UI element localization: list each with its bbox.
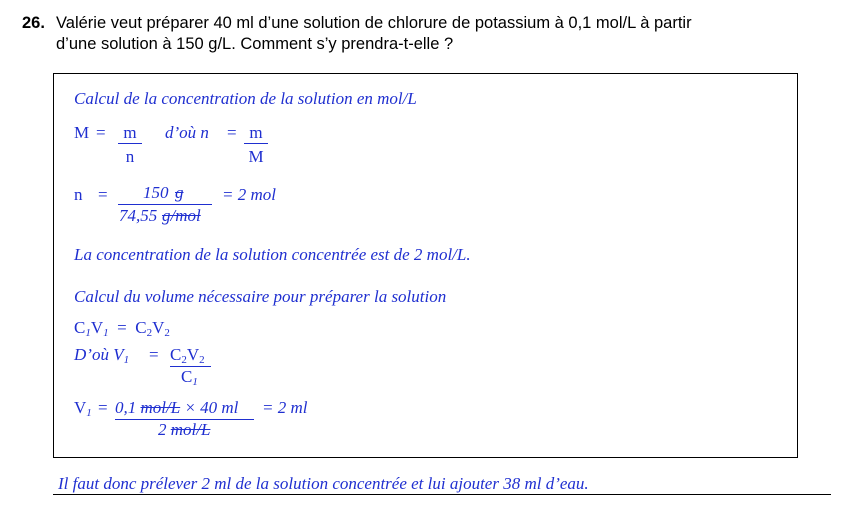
calc-v1-den-a: 2 <box>158 420 167 439</box>
formula-m-den: n <box>125 147 135 166</box>
dou-v1-num-v: V <box>186 345 200 364</box>
calc-v1-num-a: 0,1 <box>115 398 137 417</box>
dilution-c2-sub: 2 <box>146 327 153 339</box>
conclusion: Il faut donc prélever 2 ml de la solution concentrée et lui ajouter 38 ml d’eau. <box>58 474 589 493</box>
calc-n-result: = 2 mol <box>222 185 276 204</box>
dou-v1-den-c: C <box>181 367 193 386</box>
concentration-sentence: La concentration de la solution concentrée est de 2 mol/L. <box>74 245 471 264</box>
formula-dou-den: M <box>248 147 264 166</box>
dilution-eq <box>74 318 170 339</box>
dou-v1-den-sub: 1 <box>192 376 198 388</box>
dilution-v2-sub: 2 <box>164 327 170 339</box>
calc-n-bar <box>118 204 212 205</box>
formula-m-eq: = <box>96 123 106 142</box>
calc-n-eq: = <box>98 185 108 204</box>
calc-v1-eq: = <box>98 398 108 417</box>
calc-v1-result: = 2 ml <box>262 398 308 417</box>
calc-v1-lhs <box>74 398 92 419</box>
calc-n-lhs: n <box>74 185 83 204</box>
question-number: 26. <box>22 14 45 32</box>
dilution-v1: V <box>90 318 104 337</box>
calc-v1-num <box>115 398 238 418</box>
calc-v1-v: V <box>74 398 87 417</box>
calc-v1-den-unit: mol/L <box>170 420 211 439</box>
calc-n-den-unit-text: g/mol <box>162 206 201 225</box>
calc-n-num-unit: g <box>175 183 184 202</box>
answer-rule <box>53 494 831 495</box>
calc-v1-den <box>158 420 210 440</box>
dilution-c2: C <box>135 318 147 337</box>
dilution-c1: C <box>74 318 86 337</box>
formula-dou-num: m <box>249 123 263 142</box>
calc-v1-times: × 40 ml <box>184 398 239 417</box>
dou-v1-sub: 1 <box>123 354 130 366</box>
heading-volume: Calcul du volume nécessaire pour préparer la solution <box>74 287 447 306</box>
dou-v1-den <box>181 367 198 388</box>
formula-dou-eq: = <box>227 123 237 142</box>
dilution-c1-sub: 1 <box>85 327 91 339</box>
dou-v1-num-v-sub: 2 <box>199 354 205 366</box>
dilution-v1-sub: 1 <box>103 327 109 339</box>
dilution-v2: V <box>152 318 165 337</box>
calc-v1-num-unit: mol/L <box>140 398 181 417</box>
calc-v1-sub: 1 <box>86 407 92 419</box>
formula-m-lhs: M <box>74 123 90 142</box>
dou-v1-num-c-sub: 2 <box>181 354 187 366</box>
question-line-1: Valérie veut préparer 40 ml d’une solution de chlorure de potassium à 0,1 mol/L à partir <box>56 14 692 32</box>
formula-dou-bar <box>244 143 268 144</box>
question-line-2: d’une solution à 150 g/L. Comment s’y prendra-t-elle ? <box>56 35 454 53</box>
dou-v1-num <box>170 345 205 366</box>
calc-n-num-value: 150 <box>143 183 169 202</box>
dou-v1-eq: = <box>149 345 159 364</box>
dilution-equals: = <box>117 318 127 337</box>
heading-concentration: Calcul de la concentration de la solution en mol/L <box>74 89 417 108</box>
formula-m-num: m <box>123 123 137 142</box>
formula-dou-text: d’où n <box>165 123 209 142</box>
calc-n-den-unit <box>162 206 201 226</box>
dou-v1-lhs <box>74 345 129 366</box>
dou-v1-num-c: C <box>170 345 182 364</box>
calc-n-den-value: 74,55 <box>119 206 158 225</box>
formula-m-bar <box>118 143 142 144</box>
dou-v1-prefix: D’où V <box>74 345 124 364</box>
